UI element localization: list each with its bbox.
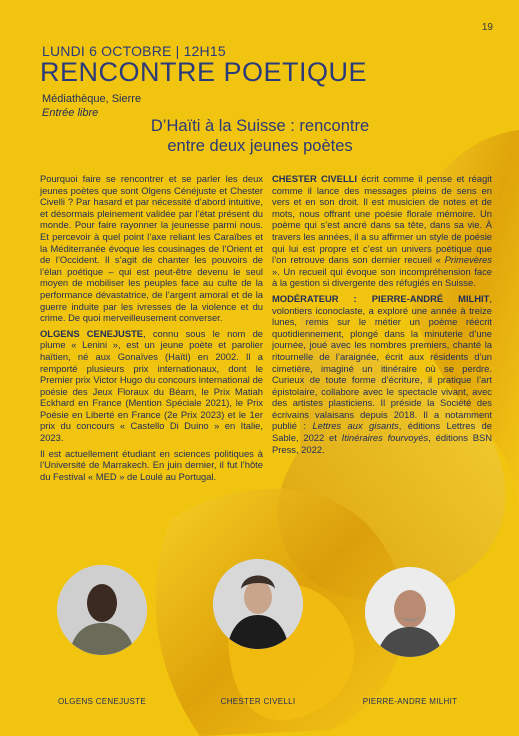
chester-bio-paragraph xyxy=(272,173,492,289)
chester-bio-b: ». Un recueil qui évoque son incompréhension face à la gestion si divergente des réfugiés en Suisse. xyxy=(272,265,492,289)
portrait-pierre-andre xyxy=(365,567,455,657)
subtitle-line-2: entre deux jeunes poètes xyxy=(167,136,353,155)
event-subtitle xyxy=(110,117,410,157)
portrait-chester-image xyxy=(213,559,303,649)
event-date-line: LUNDI 6 OCTOBRE | 12H15 xyxy=(42,43,226,59)
portrait-pierre-andre-image xyxy=(365,567,455,657)
olgens-name: OLGENS CENEJUSTE xyxy=(40,327,144,339)
event-venue: Médiathèque, Sierre xyxy=(42,93,142,105)
portrait-chester xyxy=(213,559,303,649)
event-entry: Entrée libre xyxy=(42,107,99,119)
moderator-book-2-publisher: , éditions BSN Press, 2022. xyxy=(272,432,493,455)
chester-bio-a: écrit comme il pense et réagit comme il lance des messages pleins de sens en vers et en son droit. Il est musicien de notes et de mots, nous offrant une poésie florale mémoire. Un poème qui s’est ancré dans sa tête, dans sa vie. À travers les années, il a su affirmer un style de poésie qui lui est propre et c’est un univers poétique que l’on retrouve dans son dernier recueil « xyxy=(272,173,492,266)
portrait-caption-olgens: OLGENS CENEJUSTE xyxy=(58,697,146,706)
moderator-book-1-publisher: , éditions Lettres de Sable, 2022 et xyxy=(272,420,492,444)
moderator-name: MODÉRATEUR : PIERRE-ANDRÉ MILHIT xyxy=(272,292,490,304)
olgens-more-paragraph: Il est actuellement étudiant en sciences politiques à l’Université de Marrakech. En juin dernier, il fut l’hôte du Festival « MED » de Loulé au Portugal. xyxy=(40,447,263,482)
olgens-bio-paragraph xyxy=(40,328,263,444)
portrait-olgens-image xyxy=(57,565,147,655)
moderator-bio-paragraph xyxy=(272,293,492,455)
page-number: 19 xyxy=(481,22,493,33)
event-title: RENCONTRE POETIQUE xyxy=(40,57,368,87)
portrait-caption-chester: CHESTER CIVELLI xyxy=(220,697,296,706)
moderator-bio: , volontiers iconoclaste, a exploré une année à treize lunes, remis sur le métier un poème réécrit quotidiennement, plongé dans la minuterie d’une journée, joué avec les nombres premiers, chanté la ritournelle de l’araignée, écrit aux résidents d’un cimetière, imaginé un itinéraire où se perdre. Curieux de toute forme d’écriture, il pratique l’art épistolaire, collabore avec le spectacle vivant, avec des artistes plasticiens. Il préside la Société des écrivains valaisans depuis 2018. Il a notamment publié : xyxy=(272,292,492,432)
moderator-book-1: Lettres aux gisants xyxy=(312,420,399,432)
moderator-book-2: Itinéraires fourvoyés xyxy=(341,432,429,444)
olgens-bio: , connu sous le nom de plume « Lenini », est un jeune poète et parolier haïtien, né aux Gonaïves (Haïti) en 2002. Il a remporté plusieurs prix internationaux, dont le Premier prix Victor Hugo du concours international de poésie des Jeux Floraux du Béarn, le Prix Matiah Eckhard en France (Mention Spéciale 2021), le Prix Poésie en Liberté en France (2e Prix 2023) et le 1er prix du concours « Castello Di Duino » en Italie, 2023. xyxy=(40,327,263,444)
right-column xyxy=(272,173,492,459)
left-column xyxy=(40,173,263,486)
portrait-olgens xyxy=(57,565,147,655)
intro-paragraph: Pourquoi faire se rencontrer et se parler les deux jeunes poètes que sont Olgens Cénéjuste et Chester Civelli ? Par hasard et par nécessité d’abord intuitive, et désormais pleinement validée par l’état présent du monde. Pour faire rayonner la jeunesse parmi nous. Et percevoir à quel point l’axe reliant les Caraïbes et la Méditerranée évoque les cousinages de l’Orient et de l’Occident. Il s’agit de chanter les pouvoirs de l’élan poétique – qui est peut-être devenu le seul moyen de mobiliser les peuples face au culte de la performance dévastatrice, de l’argent amoral et de la guerre induite par les ivresses de la violence et du crime. De quoi merveilleusement converser. xyxy=(40,173,263,324)
portrait-caption-pierre-andre: PIERRE-ANDRE MILHIT xyxy=(362,697,458,706)
chester-name: CHESTER CIVELLI xyxy=(272,173,357,184)
chester-book-title: Primevères xyxy=(444,254,492,266)
subtitle-line-1: D’Haïti à la Suisse : rencontre xyxy=(150,117,370,135)
